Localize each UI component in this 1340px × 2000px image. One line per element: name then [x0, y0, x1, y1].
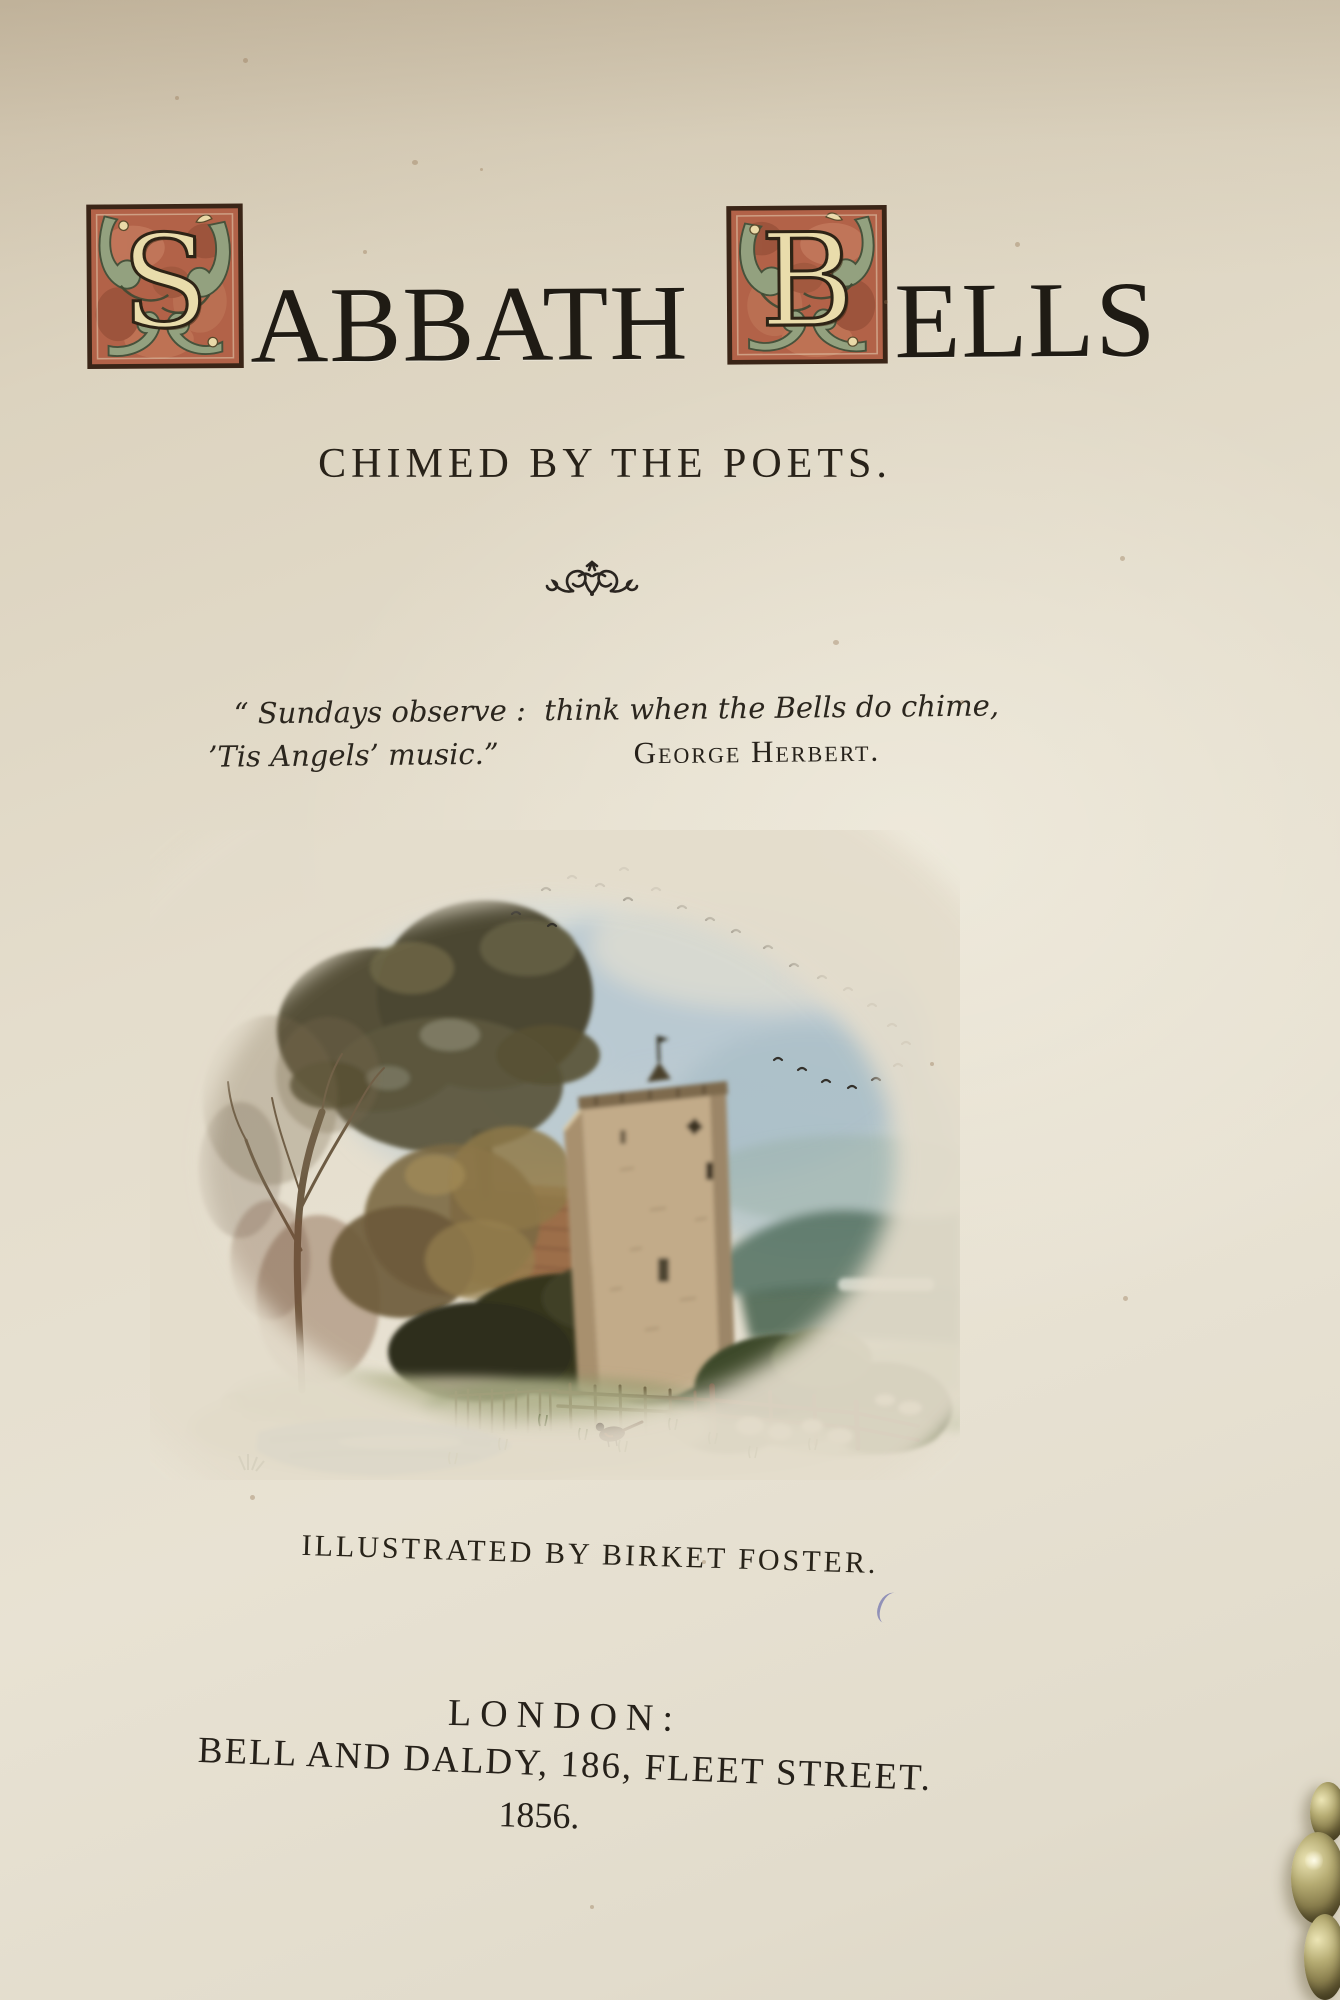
- foxing-spot: [363, 250, 367, 254]
- epigraph-attribution: George Herbert.: [633, 732, 881, 771]
- book-clasp: [1288, 1782, 1340, 2000]
- imprint-year: 1856.: [497, 1794, 581, 1837]
- fleuron-ornament-icon: [543, 556, 641, 600]
- illustrator-credit: ILLUSTRATED BY BIRKET FOSTER.: [301, 1528, 879, 1581]
- epigraph: [208, 688, 1000, 775]
- imprint-city: LONDON:: [447, 1691, 683, 1741]
- illuminated-initial-b: [726, 204, 889, 365]
- epigraph-line-1: “ Sundays observe : think when the Bells do chime,: [233, 688, 1000, 731]
- imprint-publisher: BELL AND DALDY, 186, FLEET STREET.: [197, 1729, 933, 1800]
- illuminated-initial-s: [85, 203, 244, 370]
- foxing-spot: [175, 96, 179, 100]
- foxing-spot: [412, 160, 418, 165]
- foxing-spot: [1120, 556, 1125, 561]
- title-initial-letter: S: [120, 207, 210, 358]
- ink-mark: [874, 1589, 905, 1626]
- foxing-spot: [960, 700, 964, 704]
- foxing-spot: [930, 1062, 934, 1066]
- title-initial-letter: B: [759, 206, 855, 357]
- title-word-2: ELLS: [893, 260, 1157, 382]
- church-vignette-illustration: [150, 830, 960, 1480]
- foxing-spot: [884, 300, 888, 304]
- foxing-spot: [480, 168, 483, 171]
- subtitle: CHIMED BY THE POETS.: [318, 441, 892, 487]
- foxing-spot: [243, 58, 248, 63]
- title-word-1: ABBATH: [249, 263, 689, 386]
- title: [85, 194, 1186, 386]
- clasp-lobe: [1304, 1914, 1340, 2000]
- clasp-lobe: [1291, 1832, 1340, 1924]
- foxing-spot: [702, 1560, 706, 1564]
- epigraph-line-2: ’Tis Angels’ music.”: [208, 736, 499, 774]
- foxing-spot: [250, 1495, 255, 1500]
- foxing-spot: [1015, 242, 1020, 247]
- foxing-spot: [1123, 1296, 1128, 1301]
- foxing-spot: [833, 640, 839, 645]
- imprint: [0, 1691, 1130, 1837]
- foxing-spot: [590, 1905, 594, 1909]
